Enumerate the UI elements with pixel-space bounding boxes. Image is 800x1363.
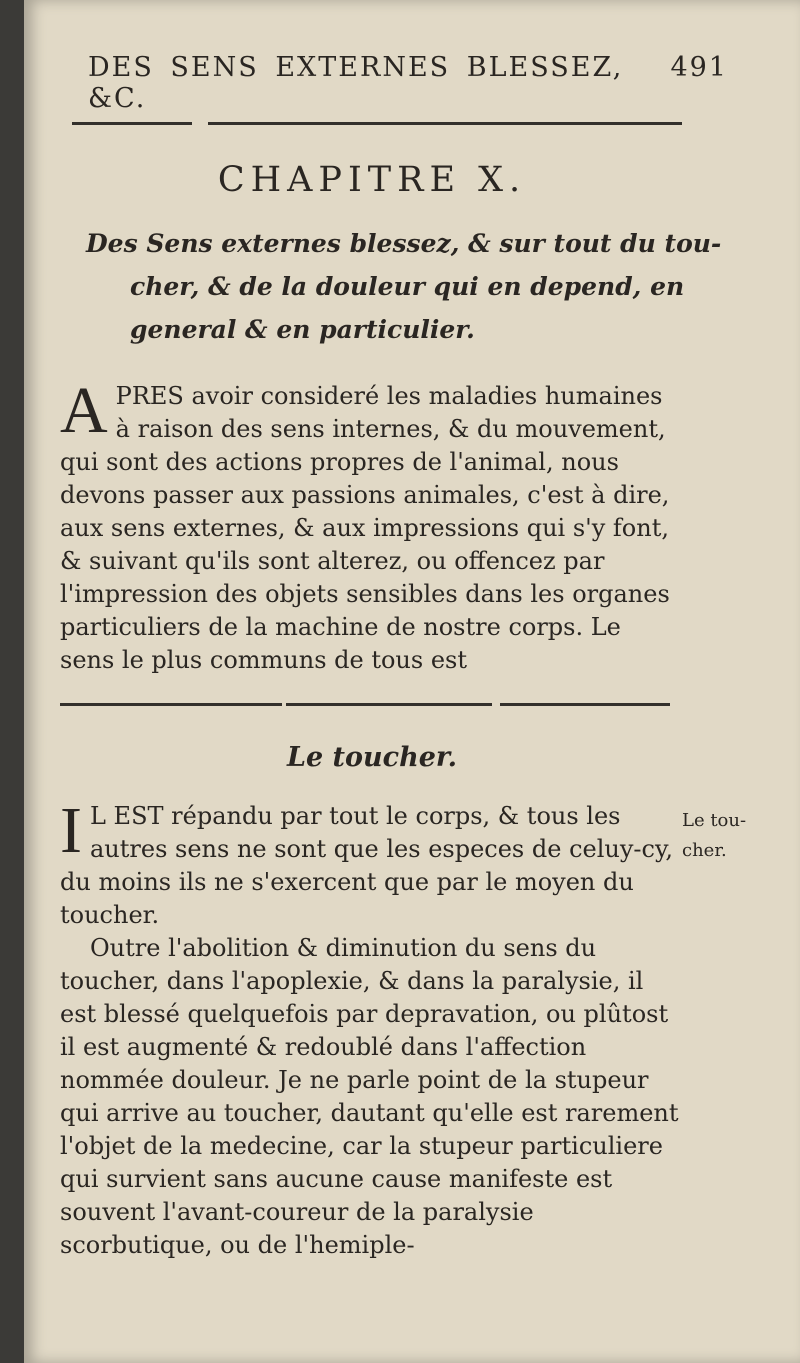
subtitle-line-2: cher, & de la douleur qui en depend, en (130, 272, 685, 301)
running-head-title: DES SENS EXTERNES BLESSEZ, &C. (88, 52, 624, 114)
section-rule-1 (60, 703, 282, 706)
top-rule-left (72, 122, 192, 125)
section-rule-2 (286, 703, 492, 706)
paragraph-douleur-text: Outre l'abolition & diminution du sens du toucher, dans l'apoplexie, & dans la paralysie, il est blessé quelquefois par depravation, ou plûtost il est augmenté & redoublé dans l'affection nommée douleur. Je ne parle point de la stupeur qui arrive au toucher, dautant qu'elle est rarement l'objet de la medecine, car la stupeur particuliere qui survient sans aucune cause manifeste est souvent l'avant-coureur de la paralysie scorbutique, ou de l'hemiple- (60, 934, 679, 1259)
paragraph-douleur (60, 932, 682, 1262)
margin-note (682, 806, 768, 866)
subtitle-line-3: general & en particulier. (130, 315, 475, 344)
margin-note-line-1: Le tou- (682, 810, 747, 831)
book-page (24, 0, 800, 1363)
section-rule-3 (500, 703, 670, 706)
margin-note-line-2: cher. (682, 840, 727, 861)
subtitle-line-1: Des Sens externes blessez, & sur tout du tou- (86, 229, 722, 258)
section-title: Le toucher. (286, 742, 458, 773)
chapter-heading: CHAPITRE X. (217, 160, 527, 200)
paragraph-intro-text: PRES avoir consideré les maladies humaines à raison des sens internes, & du mouvement, qui sont des actions propres de l'animal, nous devons passer aux passions animales, c'est à dire, aux sens externes, & aux impressions qui s'y font, & suivant qu'ils sont alterez, ou offencez par l'impression des objets sensibles dans les organes particuliers de la machine de nostre corps. Le sens le plus communs de tous est (60, 382, 670, 674)
drop-cap-i: I (60, 794, 82, 867)
paragraph-toucher (60, 794, 682, 932)
paragraph-intro (60, 374, 682, 677)
page-number: 491 (670, 52, 728, 83)
drop-cap-a: A (60, 374, 108, 447)
chapter-subtitle (86, 222, 726, 351)
running-head (88, 52, 728, 114)
paragraph-toucher-text: L EST répandu par tout le corps, & tous les autres sens ne sont que les especes de celuy-cy, du moins ils ne s'exercent que par le moyen du toucher. (60, 802, 673, 929)
top-rule-right (208, 122, 682, 125)
